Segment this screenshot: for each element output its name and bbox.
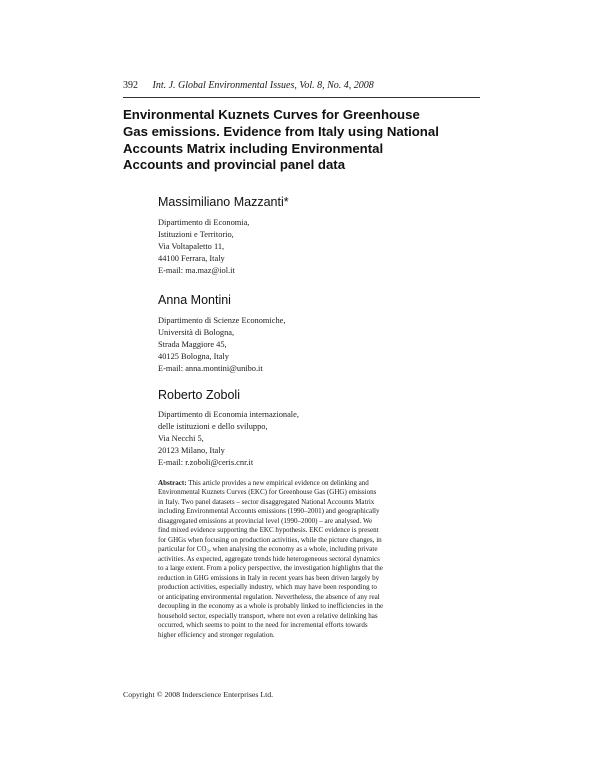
author-name: Anna Montini [158, 293, 231, 307]
affiliation-line: Università di Bologna, [158, 328, 235, 337]
abstract-line: particular for CO₂, when analysing the economy as a whole, including private [158, 545, 378, 554]
abstract-line: activities. As expected, aggregate trends hide heterogeneous sectoral dynamics [158, 554, 380, 563]
running-head [123, 80, 483, 91]
affiliation-line: Dipartimento di Economia, [158, 218, 250, 227]
abstract-line: occurred, which seems to point to the need for incremental efforts towards [158, 621, 368, 630]
author-email[interactable]: E-mail: ma.maz@iol.it [158, 266, 235, 275]
abstract-label: Abstract: [158, 479, 187, 487]
author-affiliation [158, 315, 408, 375]
journal-citation: Int. J. Global Environmental Issues, Vol. 8, No. 4, 2008 [152, 80, 374, 91]
author-name: Massimiliano Mazzanti* [158, 195, 289, 209]
title-line: Accounts and provincial panel data [123, 157, 346, 173]
affiliation-line: delle istituzioni e dello sviluppo, [158, 422, 268, 431]
author-email[interactable]: E-mail: r.zoboli@ceris.cnr.it [158, 458, 254, 467]
abstract-line: Abstract: This article provides a new empirical evidence on delinking and [158, 479, 369, 487]
abstract-line: Environmental Kuznets Curves (EKC) for Greenhouse Gas (GHG) emissions [158, 488, 377, 497]
affiliation-line: 20123 Milano, Italy [158, 446, 225, 455]
title-line: Accounts Matrix including Environmental [123, 140, 384, 156]
affiliation-line: Strada Maggiore 45, [158, 340, 227, 349]
author-affiliation [158, 409, 408, 469]
affiliation-line: Via Necchi 5, [158, 434, 204, 443]
abstract-line: in Italy. Two panel datasets – sector disaggregated National Accounts Matrix [158, 497, 375, 506]
abstract-line: decoupling in the economy as a whole is probably linked to inefficiencies in the [158, 602, 384, 611]
header-rule [123, 97, 480, 98]
abstract-line: to a large extent. From a policy perspective, the investigation highlights that the [158, 564, 383, 573]
author-email[interactable]: E-mail: anna.montini@unibo.it [158, 364, 263, 373]
abstract-line: for GHGs when focusing on production activities, while the picture changes, in [158, 535, 382, 544]
abstract-line: disaggregated emissions at provincial level (1990–2000) – are analysed. We [158, 516, 373, 525]
author-name: Roberto Zoboli [158, 388, 240, 402]
abstract [158, 479, 440, 640]
author-affiliation [158, 217, 408, 277]
copyright-notice: Copyright © 2008 Inderscience Enterprises Ltd. [123, 690, 274, 699]
affiliation-line: 40125 Bologna, Italy [158, 352, 229, 361]
abstract-line: or anticipating environmental regulation. Nevertheless, the absence of any real [158, 592, 380, 601]
affiliation-line: 44100 Ferrara, Italy [158, 254, 225, 263]
affiliation-line: Dipartimento di Economia internazionale, [158, 410, 299, 419]
title-line: Environmental Kuznets Curves for Greenhouse [123, 107, 420, 122]
abstract-line: production activities, especially industry, which may have been responding to [158, 583, 377, 592]
page-number: 392 [123, 80, 138, 91]
abstract-line: higher efficiency and stronger regulation. [158, 630, 275, 639]
article-title [123, 107, 463, 174]
abstract-line: household sector, especially transport, where not even a relative delinking has [158, 611, 378, 620]
title-line: Gas emissions. Evidence from Italy using National [123, 123, 439, 139]
abstract-line: find mixed evidence supporting the EKC hypothesis. EKC evidence is present [158, 526, 379, 535]
affiliation-line: Istituzioni e Territorio, [158, 230, 234, 239]
affiliation-line: Via Voltapaletto 11, [158, 242, 225, 251]
abstract-line: reduction in GHG emissions in Italy in recent years has been driven largely by [158, 573, 380, 582]
affiliation-line: Dipartimento di Scienze Economiche, [158, 316, 286, 325]
abstract-line: including Environmental Accounts emissions (1990–2001) and geographically [158, 507, 380, 516]
